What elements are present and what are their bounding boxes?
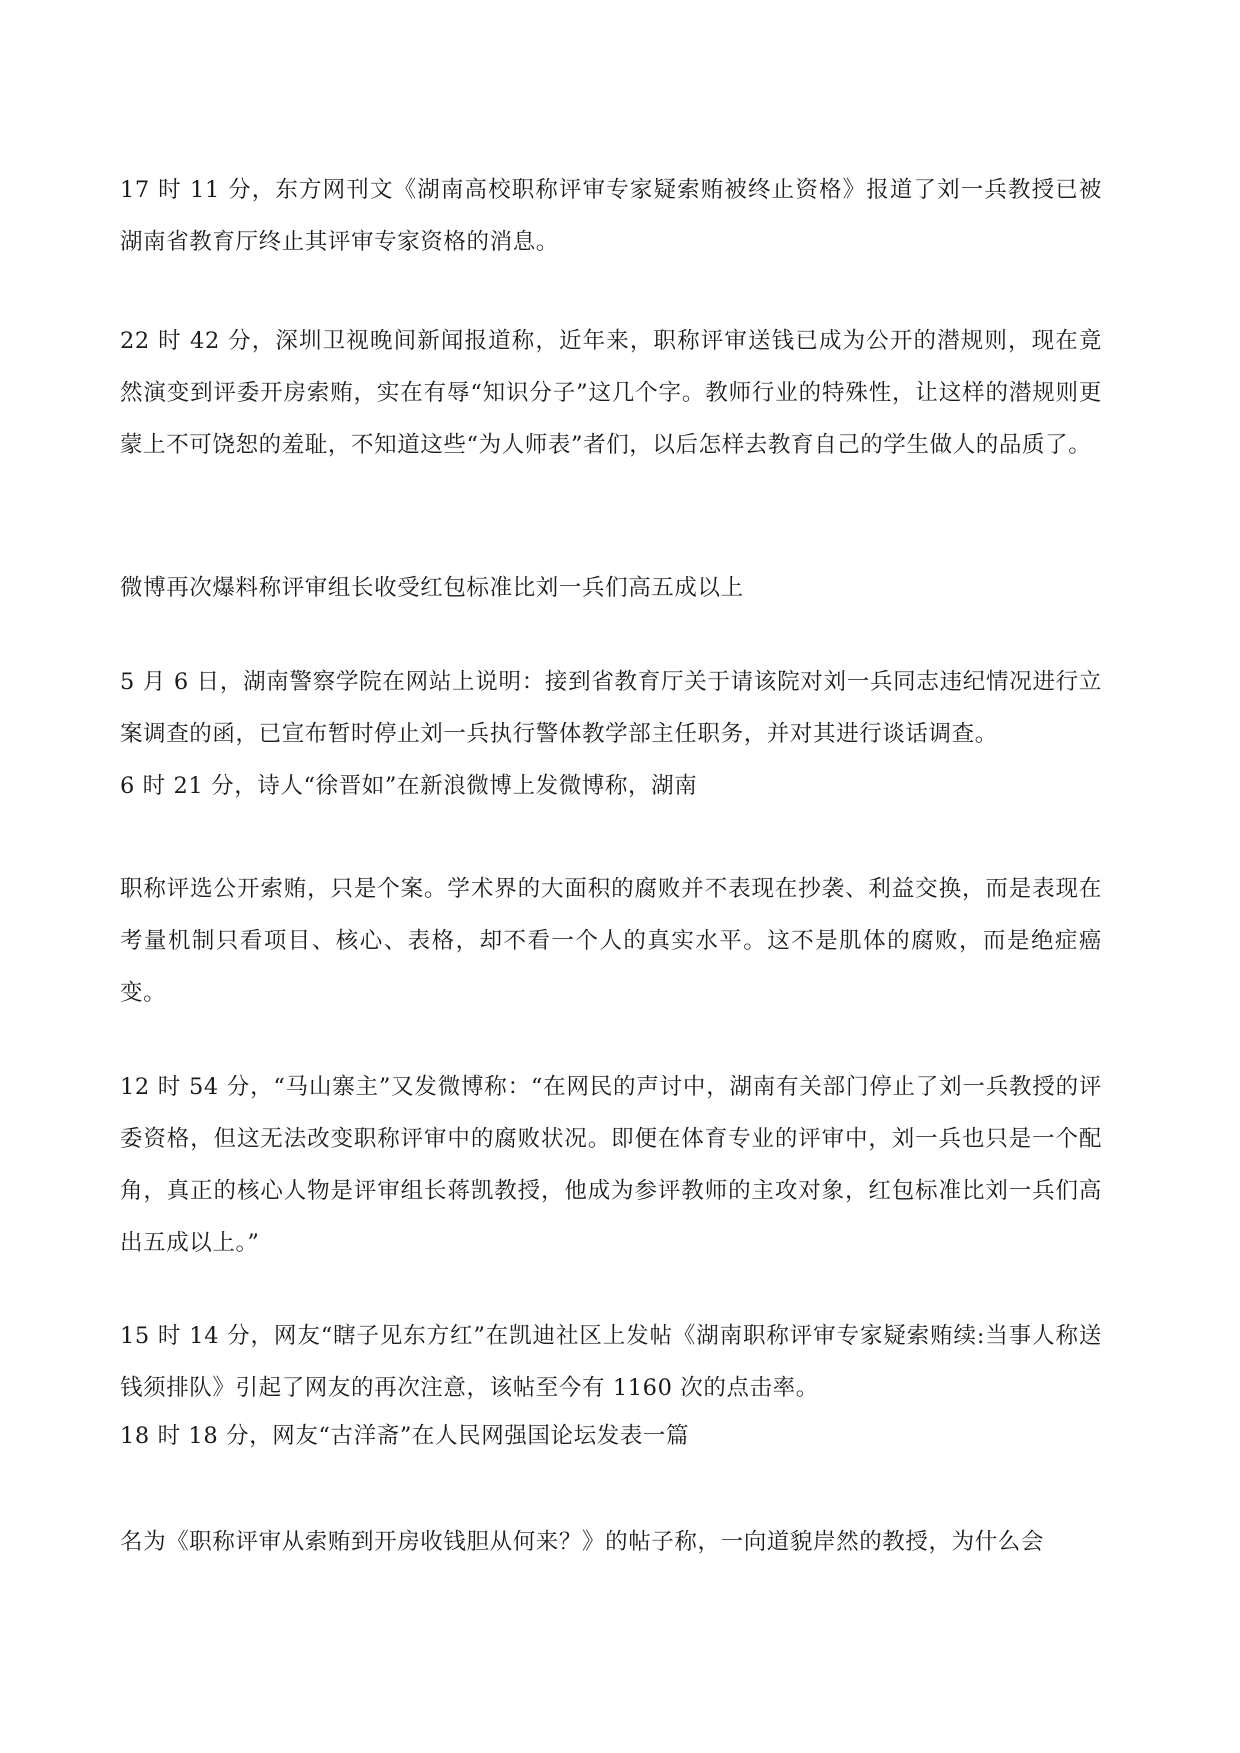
paragraph-5: 6 时 21 分，诗人“徐晋如”在新浪微博上发微博称，湖南 — [120, 773, 698, 799]
paragraph-9: 18 时 18 分，网友“古洋斋”在人民网强国论坛发表一篇 — [120, 1423, 690, 1449]
paragraph-7: 12 时 54 分，“马山寨主”又发微博称：“在网民的声讨中，湖南有关部门停止了刘一兵教授的评委资格，但这无法改变职称评审中的腐败状况。即便在体育专业的评审中，刘一兵也只是一个配角，真正的核心人物是评审组长蒋凯教授，他成为参评教师的主攻对象，红包标准比刘一兵们高出五成以上。” — [120, 1074, 1102, 1256]
paragraph-2: 22 时 42 分，深圳卫视晚间新闻报道称，近年来，职称评审送钱已成为公开的潜规则，现在竟然演变到评委开房索贿，实在有辱“知识分子”这几个字。教师行业的特殊性，让这样的潜规则更蒙上不可饶恕的羞耻，不知道这些“为人师表”者们，以后怎样去教育自己的学生做人的品质了。 — [120, 328, 1102, 458]
paragraph-4: 5 月 6 日，湖南警察学院在网站上说明：接到省教育厅关于请该院对刘一兵同志违纪情况进行立案调查的函，已宣布暂时停止刘一兵执行警体教学部主任职务，并对其进行谈话调查。 — [120, 669, 1102, 747]
paragraph-10: 名为《职称评审从索贿到开房收钱胆从何来？》的帖子称，一向道貌岸然的教授，为什么会 — [120, 1529, 1045, 1555]
paragraph-8: 15 时 14 分，网友“瞎子见东方红”在凯迪社区上发帖《湖南职称评审专家疑索贿续:当事人称送钱须排队》引起了网友的再次注意，该帖至今有 1160 次的点击率。 — [120, 1323, 1102, 1401]
paragraph-1: 17 时 11 分，东方网刊文《湖南高校职称评审专家疑索贿被终止资格》报道了刘一兵教授已被湖南省教育厅终止其评审专家资格的消息。 — [120, 177, 1102, 255]
paragraph-3: 微博再次爆料称评审组长收受红包标准比刘一兵们高五成以上 — [120, 575, 744, 601]
paragraph-6: 职称评选公开索贿，只是个案。学术界的大面积的腐败并不表现在抄袭、利益交换，而是表现在考量机制只看项目、核心、表格，却不看一个人的真实水平。这不是肌体的腐败，而是绝症癌变。 — [120, 876, 1102, 1006]
